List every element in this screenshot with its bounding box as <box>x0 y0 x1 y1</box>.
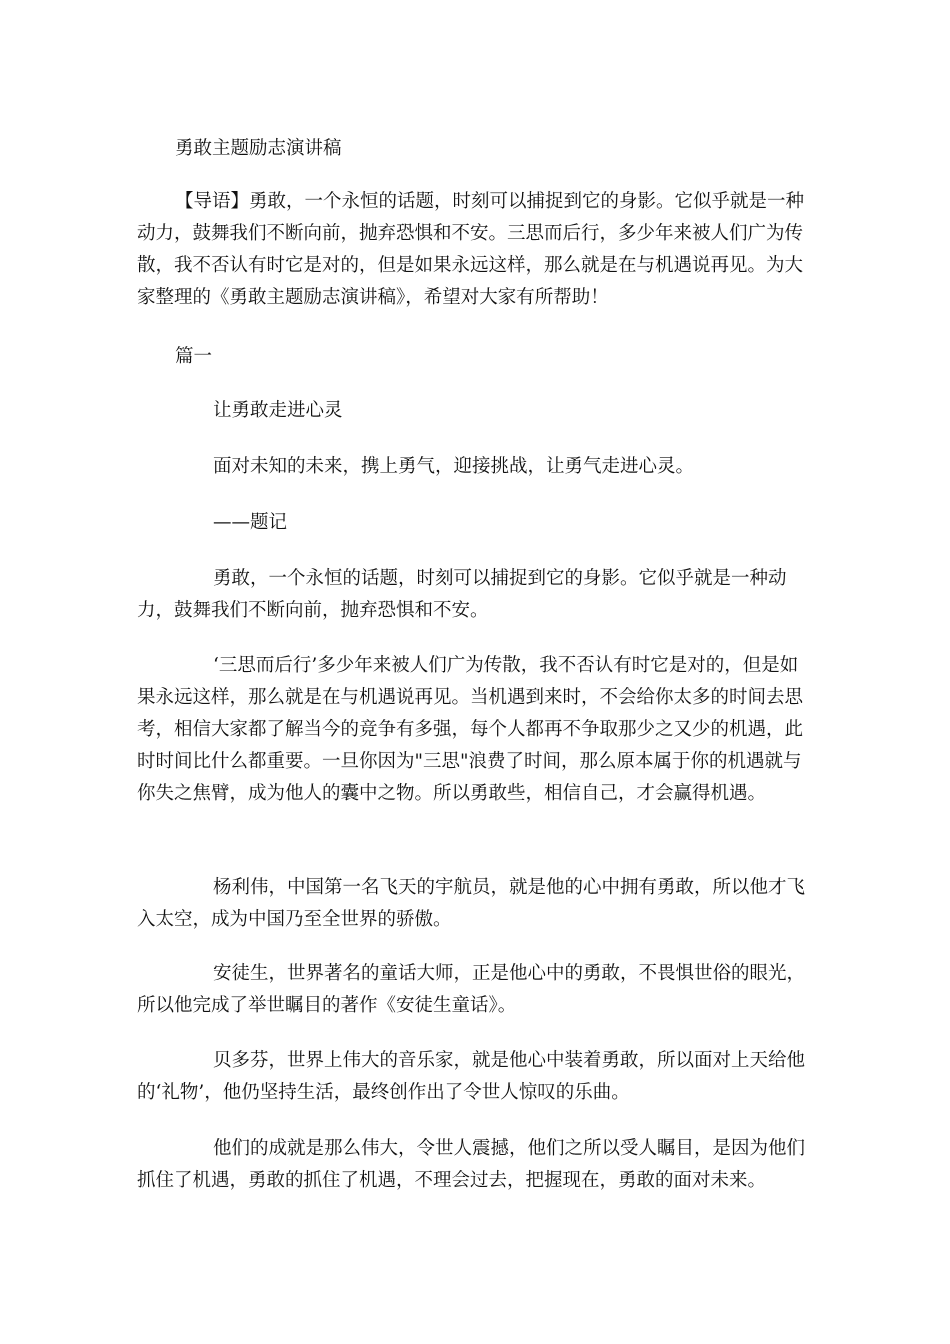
body-paragraph: 他们的成就是那么伟大，令世人震撼，他们之所以受人瞩目，是因为他们抓住了机遇，勇敢的抓住了机遇，不理会过去，把握现在，勇敢的面对未来。 <box>137 1138 806 1191</box>
body-paragraph: ‘三思而后行’多少年来被人们广为传散，我不否认有时它是对的，但是如果永远这样，那么就是在与机遇说再见。当机遇到来时，不会给你太多的时间去思考，相信大家都了解当今的竞争有多强，每个人都再不争取那少之又少的机遇，此时时间比什么都重要。一旦你因为"三思"浪费了时间，那么原本属于你的机遇就与你失之焦臂，成为他人的囊中之物。所以勇敢些，相信自己，才会赢得机遇。 <box>137 655 804 804</box>
body-paragraph: 安徒生，世界著名的童话大师，正是他心中的勇敢，不畏惧世俗的眼光，所以他完成了举世瞩目的著作《安徒生童话》。 <box>137 963 806 1016</box>
body-paragraph: 贝多芬，世界上伟大的音乐家，就是他心中装着勇敢，所以面对上天给他的‘礼物’，他仍坚持生活，最终创作出了令世人惊叹的乐曲。 <box>137 1050 806 1103</box>
epigraph: 面对未知的未来，携上勇气，迎接挑战，让勇气走进心灵。 <box>213 456 695 477</box>
intro-paragraph: 【导语】勇敢，一个永恒的话题，时刻可以捕捉到它的身影。它似乎就是一种动力，鼓舞我们不断向前，抛弃恐惧和不安。三思而后行，多少年来被人们广为传散，我不否认有时它是对的，但是如果永远这样，那么就是在与机遇说再见。为大家整理的《勇敢主题励志演讲稿》，希望对大家有所帮助！ <box>137 191 805 308</box>
section-label: 篇一 <box>175 346 213 367</box>
body-paragraph: 勇敢，一个永恒的话题，时刻可以捕捉到它的身影。它似乎就是一种动力，鼓舞我们不断向前，抛弃恐惧和不安。 <box>137 568 787 621</box>
document-title: 勇敢主题励志演讲稿 <box>175 138 342 159</box>
body-paragraph: 杨利伟，中国第一名飞天的宇航员，就是他的心中拥有勇敢，所以他才飞入太空，成为中国乃至全世界的骄傲。 <box>137 877 806 930</box>
essay-title: 让勇敢走进心灵 <box>213 400 343 421</box>
epigraph-attribution: ——题记 <box>213 512 288 533</box>
